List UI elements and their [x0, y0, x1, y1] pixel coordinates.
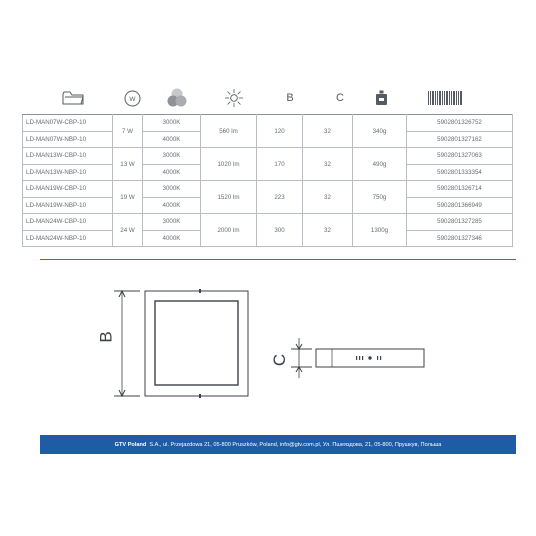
- model-code: LD-MAN19W-CBP-10: [23, 181, 113, 198]
- dimension-b-value: 223: [257, 181, 303, 214]
- model-code: LD-MAN24W-CBP-10: [23, 214, 113, 231]
- dimension-b-value: 300: [257, 214, 303, 247]
- table-row: [23, 148, 513, 165]
- color-temp-value: 3000K: [143, 148, 201, 165]
- weight-value: 750g: [353, 181, 407, 214]
- footer-company: GTV Poland: [114, 441, 147, 448]
- lumen-value: 2000 lm: [201, 214, 257, 247]
- dimension-b-value: 170: [257, 148, 303, 181]
- model-code: LD-MAN19W-NBP-10: [23, 197, 113, 214]
- power-icon: [122, 84, 142, 112]
- weight-value: 340g: [353, 115, 407, 148]
- model-code: LD-MAN24W-NBP-10: [23, 230, 113, 247]
- ean-code: 5902801333354: [407, 164, 513, 181]
- ean-code: 5902801366949: [407, 197, 513, 214]
- color-temp-value: 4000K: [143, 230, 201, 247]
- power-value: 7 W: [113, 115, 143, 148]
- footer-bar: [40, 435, 516, 454]
- footer-address: S.A., ul. Przejazdowa 21, 05-800 Pruszków, Poland, info@gtv.com.pl, Ул. Пшеяздова, 21, 05-800, Прушкув, Польша: [149, 441, 442, 448]
- weight-value: 490g: [353, 148, 407, 181]
- ean-code: 5902801327346: [407, 230, 513, 247]
- svg-text:W: W: [128, 95, 136, 103]
- power-value: 24 W: [113, 214, 143, 247]
- model-code: LD-MAN13W-CBP-10: [23, 148, 113, 165]
- dimension-c-value: 32: [303, 148, 353, 181]
- ean-code: 5902801327285: [407, 214, 513, 231]
- table-row: [23, 214, 513, 231]
- table-row: [23, 115, 513, 132]
- power-value: 19 W: [113, 181, 143, 214]
- model-code: LD-MAN07W-CBP-10: [23, 115, 113, 132]
- dimension-c-label: C: [270, 353, 290, 367]
- barcode-icon: [427, 84, 463, 112]
- side-view-drawing: [290, 334, 430, 384]
- dimension-c-value: 32: [303, 181, 353, 214]
- color-temp-value: 4000K: [143, 197, 201, 214]
- power-value: 13 W: [113, 148, 143, 181]
- color-temp-value: 3000K: [143, 115, 201, 132]
- dimension-c-value: 32: [303, 214, 353, 247]
- lumen-value: 1020 lm: [201, 148, 257, 181]
- lumen-value: 560 lm: [201, 115, 257, 148]
- folder-icon: [58, 84, 88, 112]
- weight-icon: [372, 84, 390, 112]
- ean-code: 5902801327063: [407, 148, 513, 165]
- color-temp-value: 4000K: [143, 164, 201, 181]
- dimension-b-value: 120: [257, 115, 303, 148]
- table-row: [23, 181, 513, 198]
- column-b-label: B: [286, 92, 294, 104]
- color-temp-value: 3000K: [143, 181, 201, 198]
- dimension-b-label: B: [96, 331, 116, 343]
- column-c-label: C: [336, 92, 344, 104]
- color-temperature-icon: [165, 84, 189, 112]
- weight-value: 1300g: [353, 214, 407, 247]
- model-code: LD-MAN13W-NBP-10: [23, 164, 113, 181]
- front-view-drawing: [108, 284, 258, 404]
- color-temp-value: 3000K: [143, 214, 201, 231]
- table-header-icons: [22, 84, 512, 112]
- ean-code: 5902801326752: [407, 115, 513, 132]
- dimension-c-value: 32: [303, 115, 353, 148]
- luminous-flux-icon: [222, 84, 246, 112]
- lumen-value: 1520 lm: [201, 181, 257, 214]
- model-code: LD-MAN07W-NBP-10: [23, 131, 113, 148]
- color-temp-value: 4000K: [143, 131, 201, 148]
- ean-code: 5902801327162: [407, 131, 513, 148]
- section-divider: [40, 259, 516, 260]
- ean-code: 5902801326714: [407, 181, 513, 198]
- spec-table: [22, 114, 513, 247]
